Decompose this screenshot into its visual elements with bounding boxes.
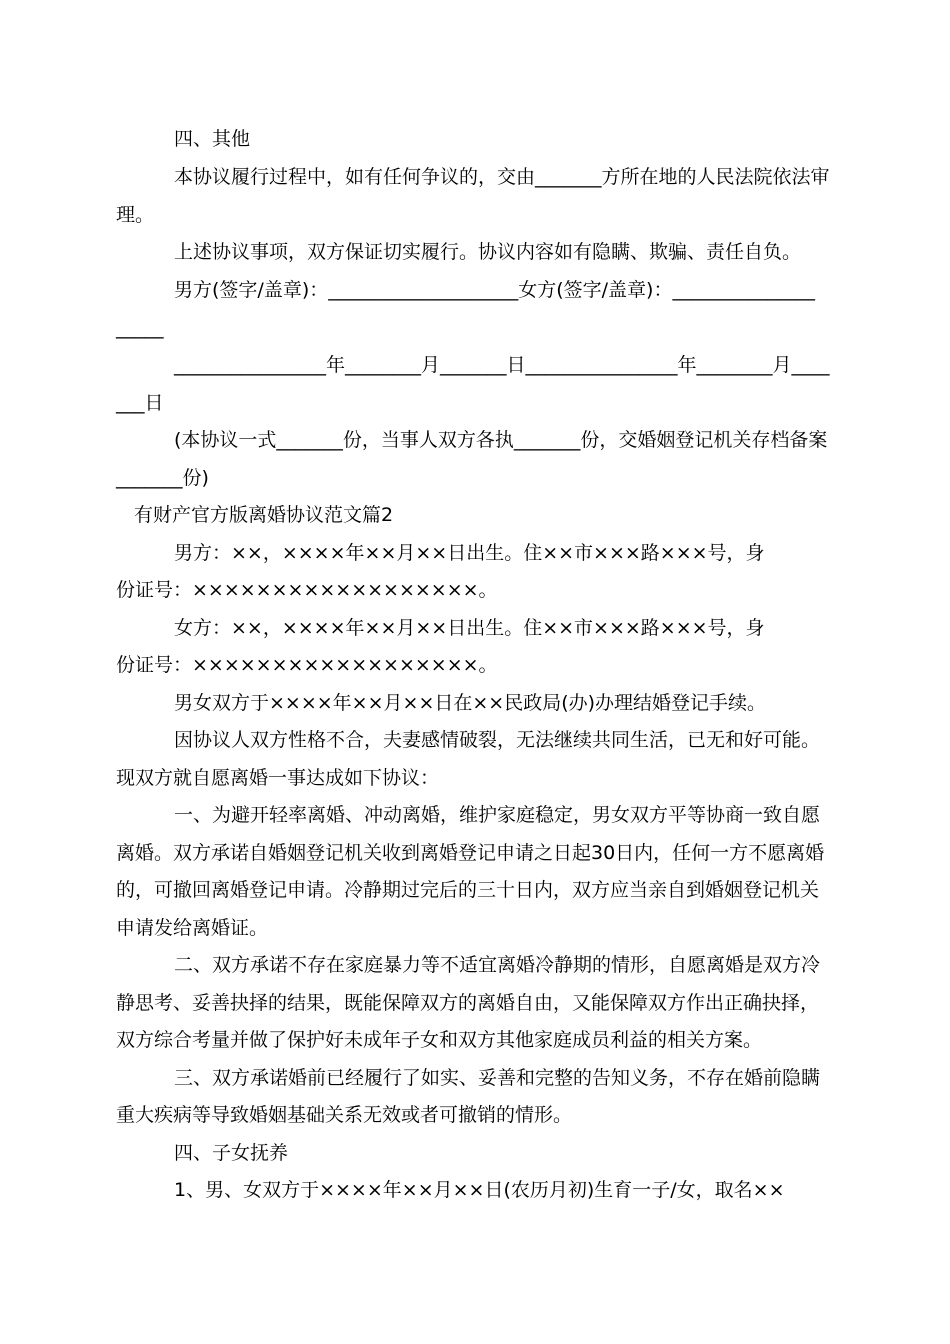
clause-three-cont: 重大疾病等导致婚姻基础关系无效或者可撤销的情形。 [116,1104,573,1126]
clause-two-cont-1: 静思考、妥善抉择的结果，既能保障双方的离婚自由，又能保障双方作出正确抉择， [116,992,820,1014]
clause-one-cont-1: 离婚。双方承诺自婚姻登记机关收到离婚登记申请之日起30日内，任何一方不愿离婚 [116,842,825,864]
paragraph-dispute-cont: 理。 [116,204,155,226]
signature-line: 男方(签字/盖章)：____________________女方(签字/盖章)：_______________ [174,279,815,301]
clause-two-cont-2: 双方综合考量并做了保护好未成年子女和双方其他家庭成员利益的相关方案。 [116,1029,763,1051]
date-line: ________________年________月_______日________________年________月____ [174,354,830,376]
paragraph-reason-cont: 现双方就自愿离婚一事达成如下协议： [116,767,440,789]
paragraph-dispute: 本协议履行过程中，如有任何争议的，交由_______方所在地的人民法院依法审 [174,166,830,188]
date-line-cont: ___日 [116,392,164,414]
clause-one: 一、为避开轻率离婚、冲动离婚，维护家庭稳定，男女双方平等协商一致自愿 [174,804,821,826]
clause-three: 三、双方承诺婚前已经履行了如实、妥善和完整的告知义务，不存在婚前隐瞒 [174,1067,821,1089]
copies-note: (本协议一式_______份，当事人双方各执_______份，交婚姻登记机关存档备案 [174,429,828,451]
paragraph-husband: 男方：××，××××年××月××日出生。住××市×××路×××号，身 [174,542,765,564]
paragraph-reason: 因协议人双方性格不合，夫妻感情破裂，无法继续共同生活，已无和好可能。 [174,729,821,751]
paragraph-wife: 女方：××，××××年××月××日出生。住××市×××路×××号，身 [174,617,765,639]
clause-one-cont-2: 的，可撤回离婚登记申请。冷静期过完后的三十日内，双方应当亲自到婚姻登记机关 [116,879,820,901]
clause-one-cont-3: 申请发给离婚证。 [116,917,269,939]
child-custody-item-1: 1、男、女双方于××××年××月××日(农历月初)生育一子/女，取名×× [174,1179,785,1201]
section-heading-other: 四、其他 [174,128,251,150]
paragraph-wife-cont: 份证号：××××××××××××××××××。 [116,654,498,676]
paragraph-husband-cont: 份证号：××××××××××××××××××。 [116,579,498,601]
section-heading-child-custody: 四、子女抚养 [174,1142,289,1164]
article-title: 有财产官方版离婚协议范文篇2 [134,504,394,526]
signature-line-cont: _____ [116,317,164,339]
copies-note-cont: _______份) [116,467,209,489]
paragraph-marriage-registration: 男女双方于××××年××月××日在××民政局(办)办理结婚登记手续。 [174,692,767,714]
clause-two: 二、双方承诺不存在家庭暴力等不适宜离婚冷静期的情形，自愿离婚是双方冷 [174,954,821,976]
paragraph-guarantee: 上述协议事项，双方保证切实履行。协议内容如有隐瞒、欺骗、责任自负。 [174,241,802,263]
